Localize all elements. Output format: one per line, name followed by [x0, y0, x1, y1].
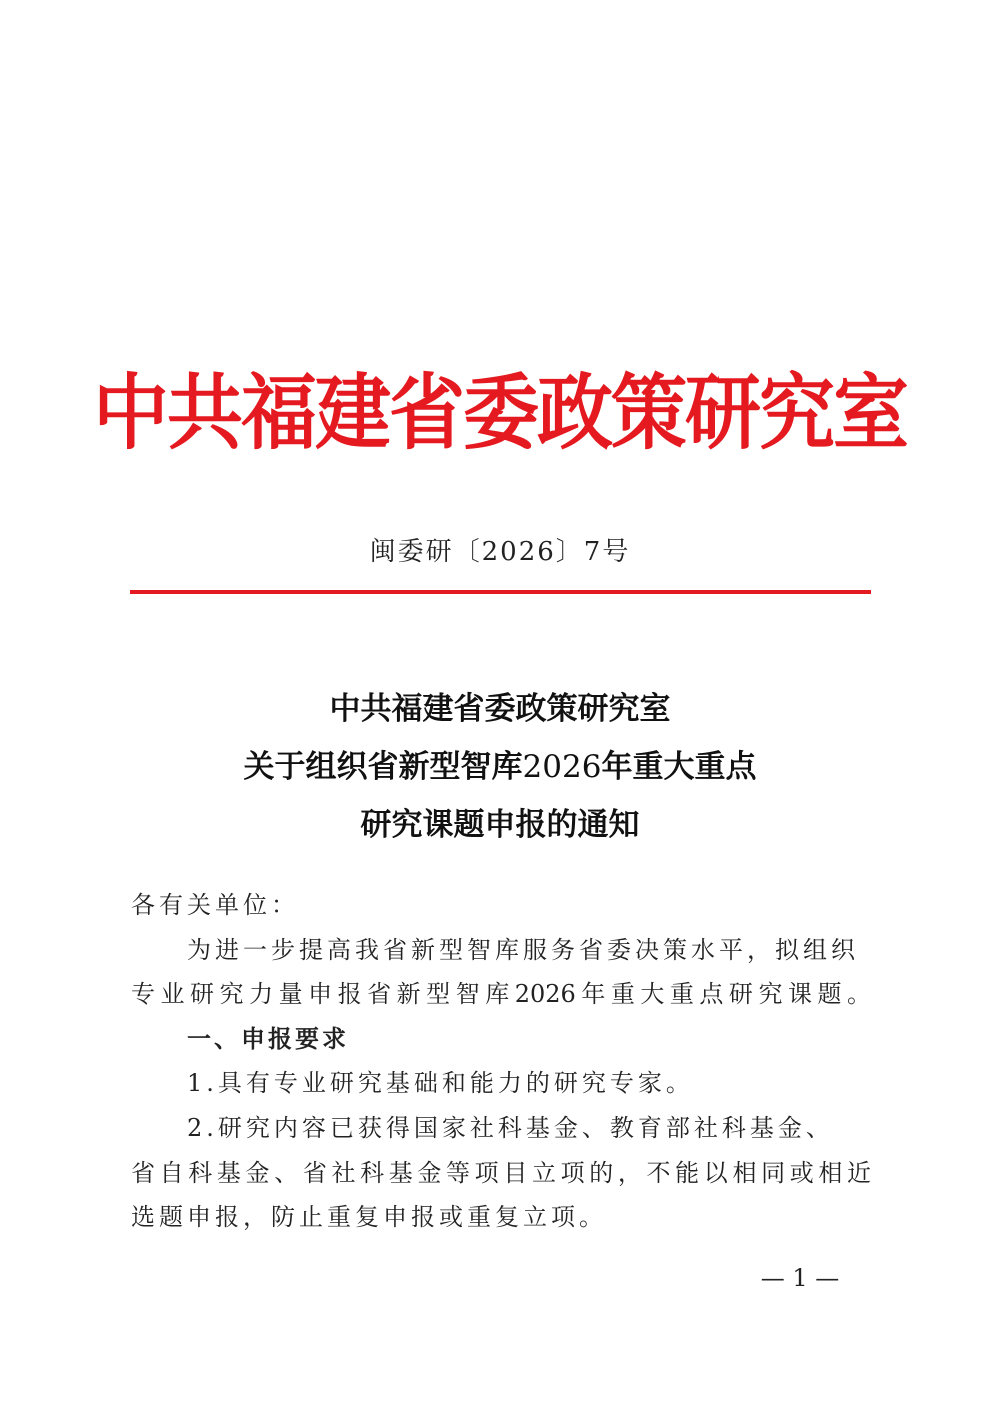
title-line-2-year: 2026: [522, 749, 602, 785]
document-title: [0, 680, 1000, 854]
title-line-2-part-a: 关于组织省新型智库: [243, 749, 523, 785]
salutation: 各有关单位：: [131, 891, 299, 919]
section-heading-requirements: 一、申报要求: [187, 1024, 349, 1053]
title-line-2-part-b: 年重大重点: [601, 749, 757, 785]
title-line-1: 中共福建省委政策研究室: [329, 691, 671, 727]
red-divider-rule: [130, 590, 871, 594]
requirement-2-line-2: 省自科基金、省社科基金等项目立项的，不能以相同或相近: [131, 1158, 871, 1187]
requirement-2-line-3: 选题申报，防止重复申报或重复立项。: [131, 1203, 607, 1232]
page-number: — 1 —: [760, 1264, 840, 1292]
document-number: 闽委研〔2026〕7号: [369, 537, 631, 567]
intro-paragraph-line-2: 专业研究力量申报省新型智库2026年重大重点研究课题。: [131, 980, 871, 1009]
document-body: [131, 883, 871, 1240]
intro-paragraph-line-1: 为进一步提高我省新型智库服务省委决策水平，拟组织: [187, 935, 859, 964]
title-line-3: 研究课题申报的通知: [360, 807, 640, 843]
requirement-2-line-1: 2.研究内容已获得国家社科基金、教育部社科基金、: [187, 1113, 834, 1142]
issuer-masthead: 中共福建省委政策研究室: [93, 364, 907, 461]
requirement-1: 1.具有专业研究基础和能力的研究专家。: [187, 1069, 694, 1098]
title-line-2: [0, 738, 1000, 796]
